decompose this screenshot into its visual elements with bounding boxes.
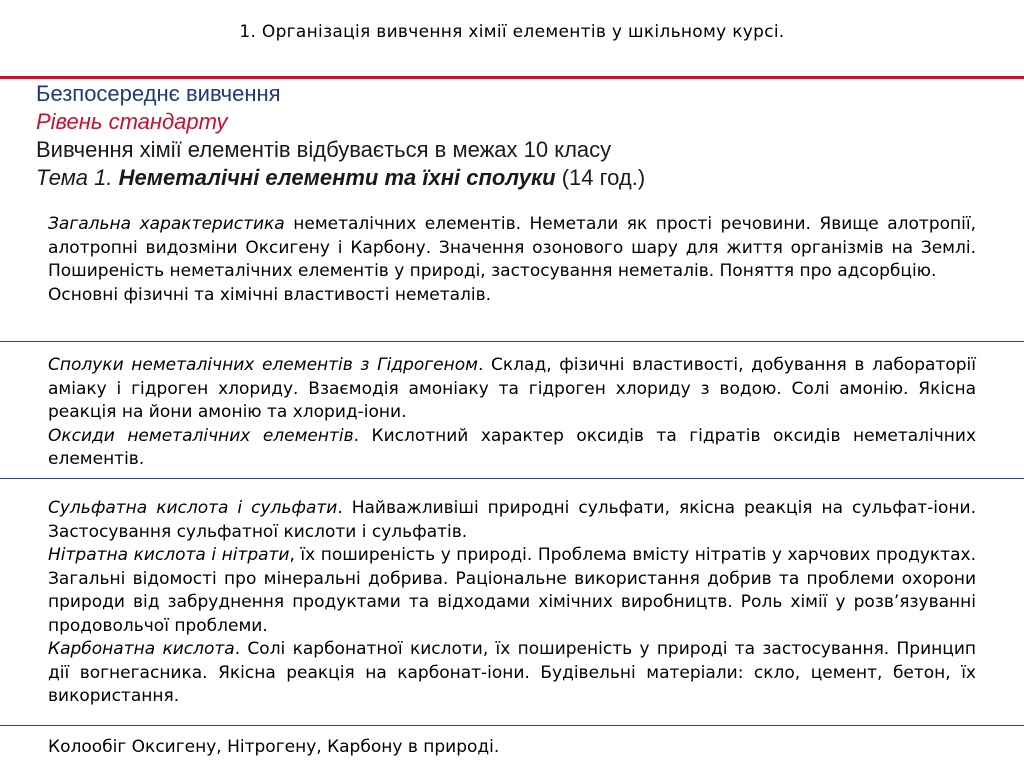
paragraph-text: Основні фізичні та хімічні властивості неметалів. [48,284,492,305]
section-hydrogen-compounds [48,354,976,472]
paragraph [48,544,976,638]
paragraph-lead: Сульфатна кислота і сульфати [48,498,338,518]
section-divider [0,341,1024,342]
paragraph-text: , їх поширеність у природі. Проблема вмісту нітратів у харчових продуктах. Загальні відомості про мінеральні добрива. Раціональне використання добрив та проблеми охорони природи від забруднення продуктами та відходами хімічних виробництв. Роль хімії у розв’язуванні продовольчої проблеми. [48,545,976,636]
section-general [48,213,976,307]
paragraph-text: неметалічних елементів. Неметали як прості речовини. Явище алотропії, алотропні видозміни Оксигену і Карбону. Значення озонового шару для життя організмів на Землі. Поширеність неметалічних елементів у природі, застосування неметалів. Поняття про адсорбцію. [48,214,976,281]
topic-hours: (14 год.) [555,165,646,190]
paragraph [48,425,976,472]
paragraph [48,736,976,760]
paragraph-lead: Оксиди неметалічних елементів [48,425,354,446]
paragraph-text: . Склад, фізичні властивості, добування в лабораторії аміаку і гідроген хлориду. Взаємодія амоніаку та гідроген хлориду з водою. Солі амонію. Якісна реакція на йони амонію та хлорид-іони. [48,355,976,422]
topic-prefix: Тема 1. [36,165,119,190]
slide-title: 1. Організація вивчення хімії елементів у шкільному курсі. [239,22,785,42]
heading-direct-study: Безпосереднє вивчення [36,81,281,106]
paragraph-lead: Сполуки неметалічних елементів з Гідрогеном [48,355,478,375]
paragraph-text: Колообіг Оксигену, Нітрогену, Карбону в природі. [48,737,500,757]
paragraph [48,213,976,284]
paragraph-lead: Нітратна кислота і нітрати [48,545,290,565]
paragraph [48,638,976,709]
paragraph-text: . Солі карбонатної кислоти, їх поширеність у природі та застосування. Принцип дії вогнегасника. Якісна реакція на карбонат-іони. Будівельні матеріали: скло, цемент, бетон, їх використання. [48,639,976,706]
section-acids [48,497,976,709]
heading-topic [36,164,996,192]
topic-title: Неметалічні елементи та їхні сполуки [118,165,556,190]
paragraph [48,354,976,425]
paragraph-text: . Кислотний характер оксидів та гідратів оксидів неметалічних елементів. [48,425,976,469]
section-divider [0,478,1024,479]
paragraph [48,284,976,308]
section-divider [0,725,1024,726]
title-divider [0,76,1024,79]
heading-grade-scope: Вивчення хімії елементів відбувається в межах 10 класу [36,137,612,162]
paragraph-lead: Карбонатна кислота [48,639,235,659]
heading-block [36,80,996,192]
paragraph-text: . Найважливіші природні сульфати, якісна реакція на сульфат-іони. Застосування сульфатної кислоти і сульфатів. [48,498,976,542]
heading-standard-level: Рівень стандарту [36,109,228,134]
section-cycles [48,736,976,760]
paragraph [48,497,976,544]
paragraph-lead: Загальна характеристика [48,214,285,234]
